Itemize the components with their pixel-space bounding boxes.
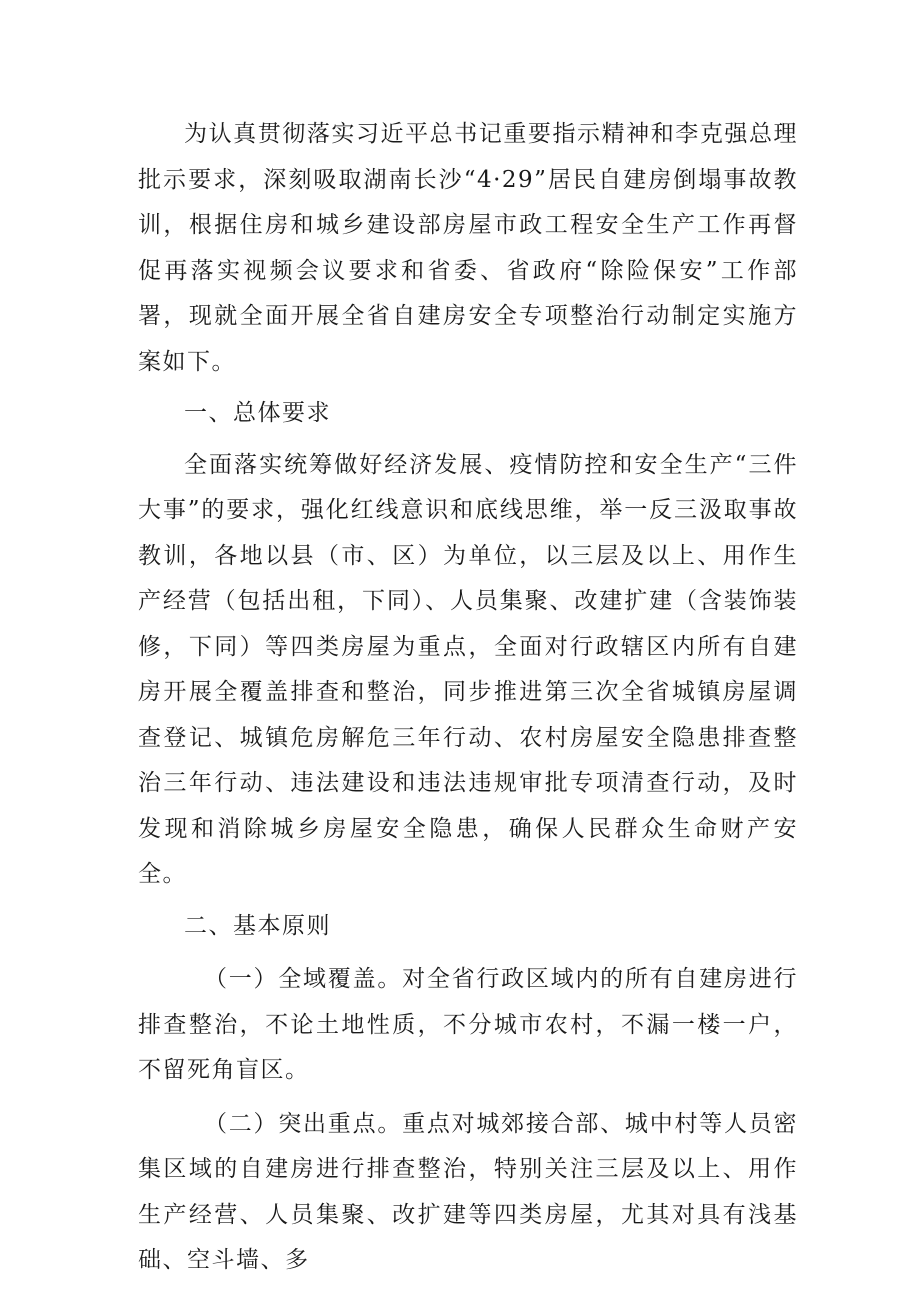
principle-full-coverage: （一）全域覆盖。对全省行政区域内的所有自建房进行排查整治，不论土地性质，不分城市农村，不漏一楼一户，不留死角盲区。 — [138, 966, 798, 1083]
intro-paragraph: 为认真贯彻落实习近平总书记重要指示精神和李克强总理批示要求，深刻吸取湖南长沙“4·29”居民自建房倒塌事故教训，根据住房和城乡建设部房屋市政工程安全生产工作再督促再落实视频会议要求和省委、省政府“除险保安”工作部署，现就全面开展全省自建房安全专项整治行动制定实施方案如下。 — [138, 121, 798, 375]
general-requirements-paragraph: 全面落实统筹做好经济发展、疫情防控和安全生产“三件大事”的要求，强化红线意识和底线思维，举一反三汲取事故教训，各地以县（市、区）为单位，以三层及以上、用作生产经营（包括出租，下同）、人员集聚、改建扩建（含装饰装修，下同）等四类房屋为重点，全面对行政辖区内所有自建房开展全覆盖排查和整治，同步推进第三次全省城镇房屋调查登记、城镇危房解危三年行动、农村房屋安全隐患排查整治三年行动、违法建设和违法违规审批专项清查行动，及时发现和消除城乡房屋安全隐患，确保人民群众生命财产安全。 — [138, 451, 798, 887]
principle-highlight-key-points: （二）突出重点。重点对城郊接合部、城中村等人员密集区域的自建房进行排查整治，特别关注三层及以上、用作生产经营、人员集聚、改扩建等四类房屋，尤其对具有浅基础、空斗墙、多 — [138, 1110, 798, 1273]
document-body — [138, 112, 798, 1284]
section-heading-basic-principles: 二、基本原则 — [184, 912, 331, 939]
section-heading-general-requirements: 一、总体要求 — [184, 400, 331, 426]
